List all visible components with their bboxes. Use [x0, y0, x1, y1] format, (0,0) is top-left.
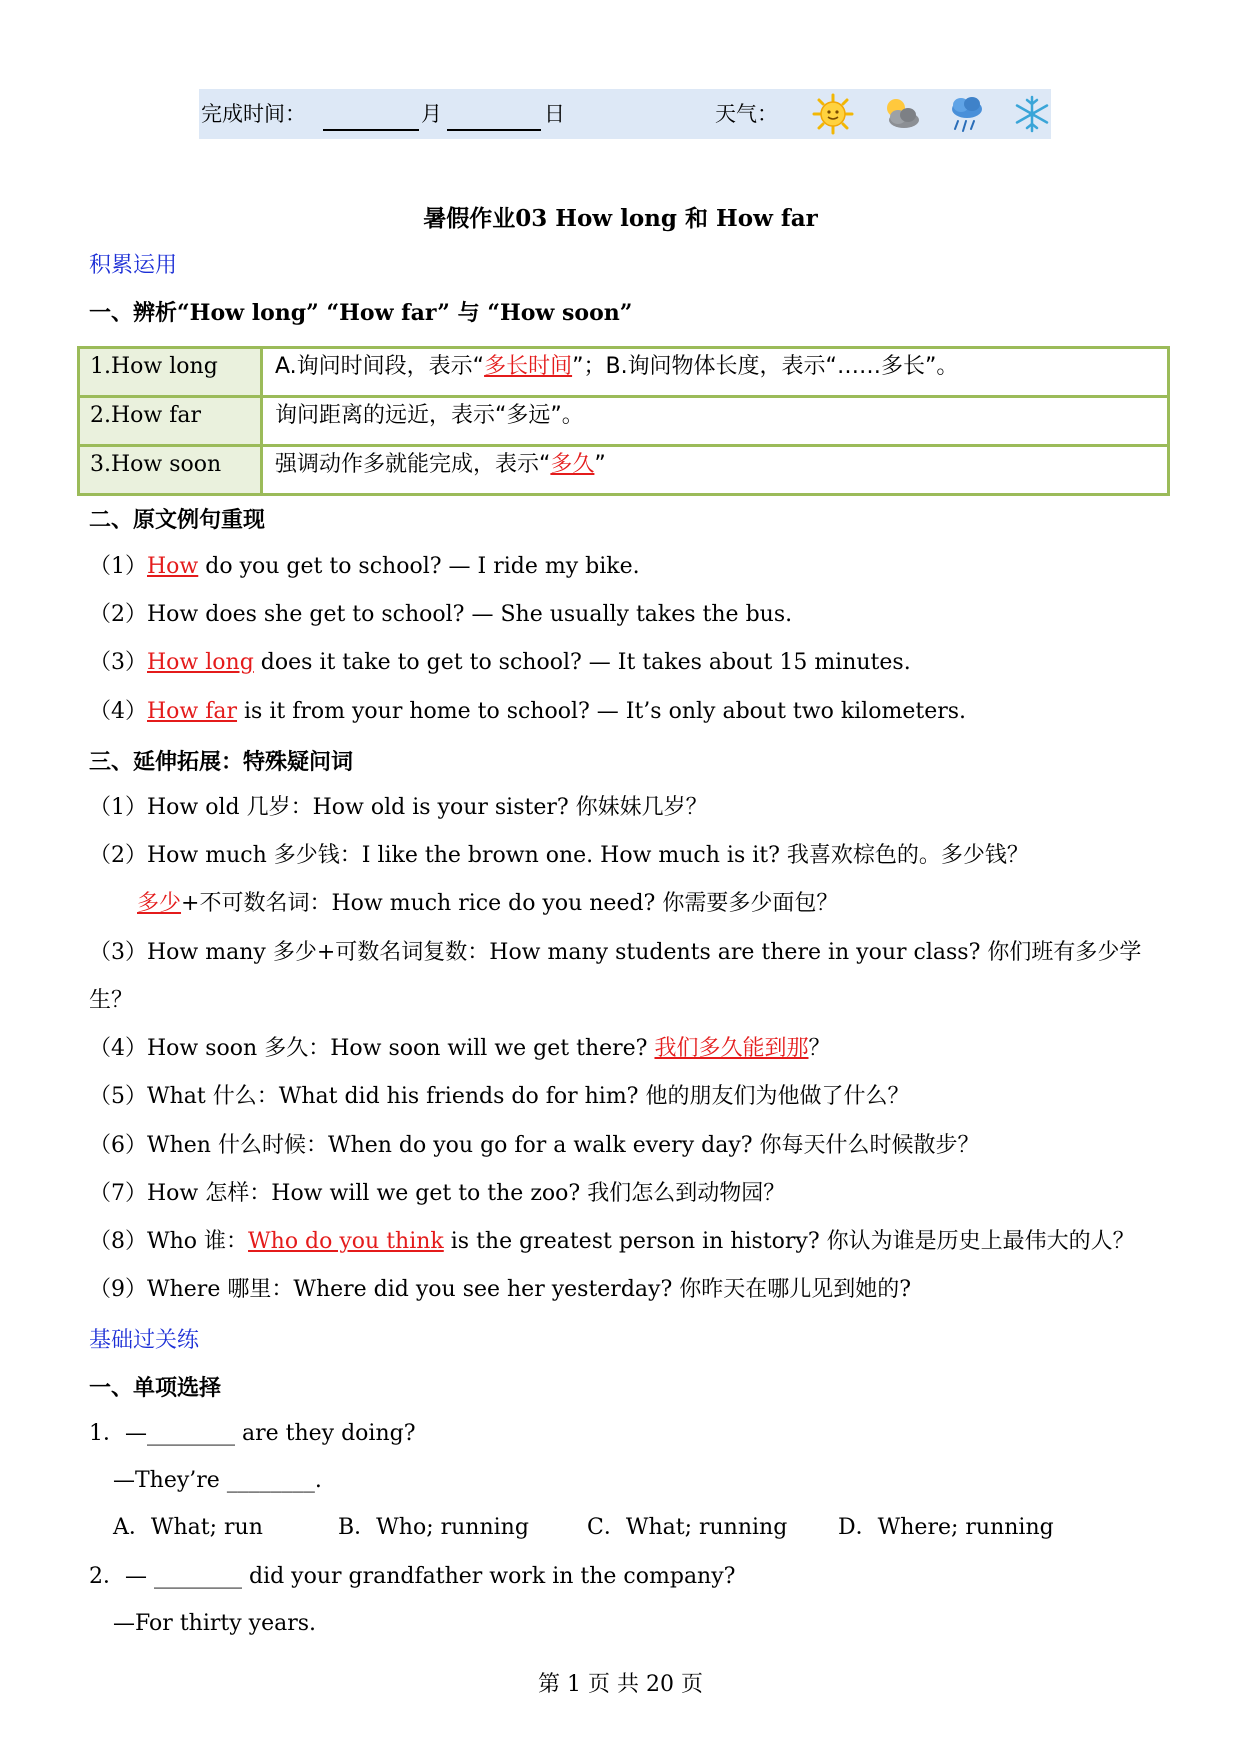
cloudy-sun-icon[interactable] — [880, 93, 922, 135]
page-footer: 第 1 页 共 20 页 — [538, 1672, 703, 1697]
highlight-text: 多长时间 — [484, 354, 573, 379]
section-heading-accumulate: 积累运用 — [89, 253, 178, 278]
header-bar — [199, 89, 1051, 139]
option-c[interactable]: C．What; running — [587, 1515, 788, 1540]
part2-heading: 二、原文例句重现 — [89, 508, 266, 533]
question-word-line: （4）How soon 多久：How soon will we get there? 我们多久能到那？ — [89, 1036, 831, 1061]
question-word-line: （7）How 怎样：How will we get to the zoo? 我们怎么到动物园？ — [89, 1181, 786, 1206]
day-blank[interactable] — [447, 89, 541, 139]
question-word-line: （2）How much 多少钱：I like the brown one. How much is it? 我喜欢棕色的。多少钱？ — [89, 843, 1029, 868]
rain-icon[interactable] — [946, 93, 988, 135]
example-sentence: （1）How do you get to school? — I ride my bike. — [89, 554, 640, 579]
question-1-line2: —They’re ________. — [113, 1468, 322, 1493]
option-d[interactable]: D．Where; running — [838, 1515, 1054, 1540]
option-b[interactable]: B．Who; running — [338, 1515, 529, 1540]
question-word-line: 生？ — [89, 988, 134, 1013]
day-label: 日 — [544, 102, 565, 126]
definition-cell: A.询问时间段，表示“多长时间”；B.询问物体长度，表示“……多长”。 — [262, 348, 1169, 397]
part3-heading: 三、延伸拓展：特殊疑问词 — [89, 750, 354, 775]
definition-table — [77, 346, 1170, 496]
table-row — [79, 446, 1169, 495]
question-word-line: （8）Who 谁：Who do you think is the greatest person in history? 你认为谁是历史上最伟大的人？ — [89, 1229, 1135, 1254]
term-cell: 1.How long — [79, 348, 262, 397]
example-sentence: （4）How far is it from your home to school? — It’s only about two kilometers. — [89, 699, 967, 724]
definition-cell: 强调动作多就能完成，表示“多久” — [262, 446, 1169, 495]
sun-icon[interactable] — [812, 93, 854, 135]
question-word-line: （6）When 什么时候：When do you go for a walk every day? 你每天什么时候散步？ — [89, 1133, 980, 1158]
month-label: 月 — [421, 102, 442, 126]
month-blank[interactable] — [323, 89, 419, 139]
option-a[interactable]: A．What; run — [113, 1515, 263, 1540]
section-heading-basic: 基础过关练 — [89, 1328, 200, 1353]
term-cell: 2.How far — [79, 397, 262, 446]
snowflake-icon[interactable] — [1011, 93, 1053, 135]
question-2-line1: 2．— ________ did your grandfather work in the company? — [89, 1564, 736, 1589]
single-choice-heading: 一、单项选择 — [89, 1376, 222, 1401]
table-row — [79, 348, 1169, 397]
example-sentence: （3）How long does it take to get to school? — It takes about 15 minutes. — [89, 650, 911, 675]
question-word-line: （9）Where 哪里：Where did you see her yesterday? 你昨天在哪儿见到她的? — [89, 1277, 912, 1302]
question-word-line: 多少+不可数名词：How much rice do you need? 你需要多少面包？ — [137, 891, 839, 916]
highlight-text: 多久 — [550, 452, 595, 477]
document-title: 暑假作业03 How long 和 How far — [423, 205, 818, 232]
example-sentence: （2）How does she get to school? — She usually takes the bus. — [89, 602, 793, 627]
question-word-line: （3）How many 多少+可数名词复数：How many students are there in your class? 你们班有多少学 — [89, 940, 1142, 965]
question-1-line1: 1．—________ are they doing? — [89, 1421, 416, 1446]
weather-label: 天气： — [715, 102, 778, 126]
part1-heading: 一、辨析“How long” “How far” 与 “How soon” — [89, 300, 633, 326]
question-word-line: （1）How old 几岁：How old is your sister? 你妹妹几岁？ — [89, 795, 708, 820]
definition-cell: 询问距离的远近，表示“多远”。 — [262, 397, 1169, 446]
question-word-line: （5）What 什么：What did his friends do for him? 他的朋友们为他做了什么？ — [89, 1084, 910, 1109]
completion-time-label: 完成时间： — [201, 102, 306, 126]
term-cell: 3.How soon — [79, 446, 262, 495]
table-row — [79, 397, 1169, 446]
question-2-line2: —For thirty years. — [113, 1611, 317, 1636]
